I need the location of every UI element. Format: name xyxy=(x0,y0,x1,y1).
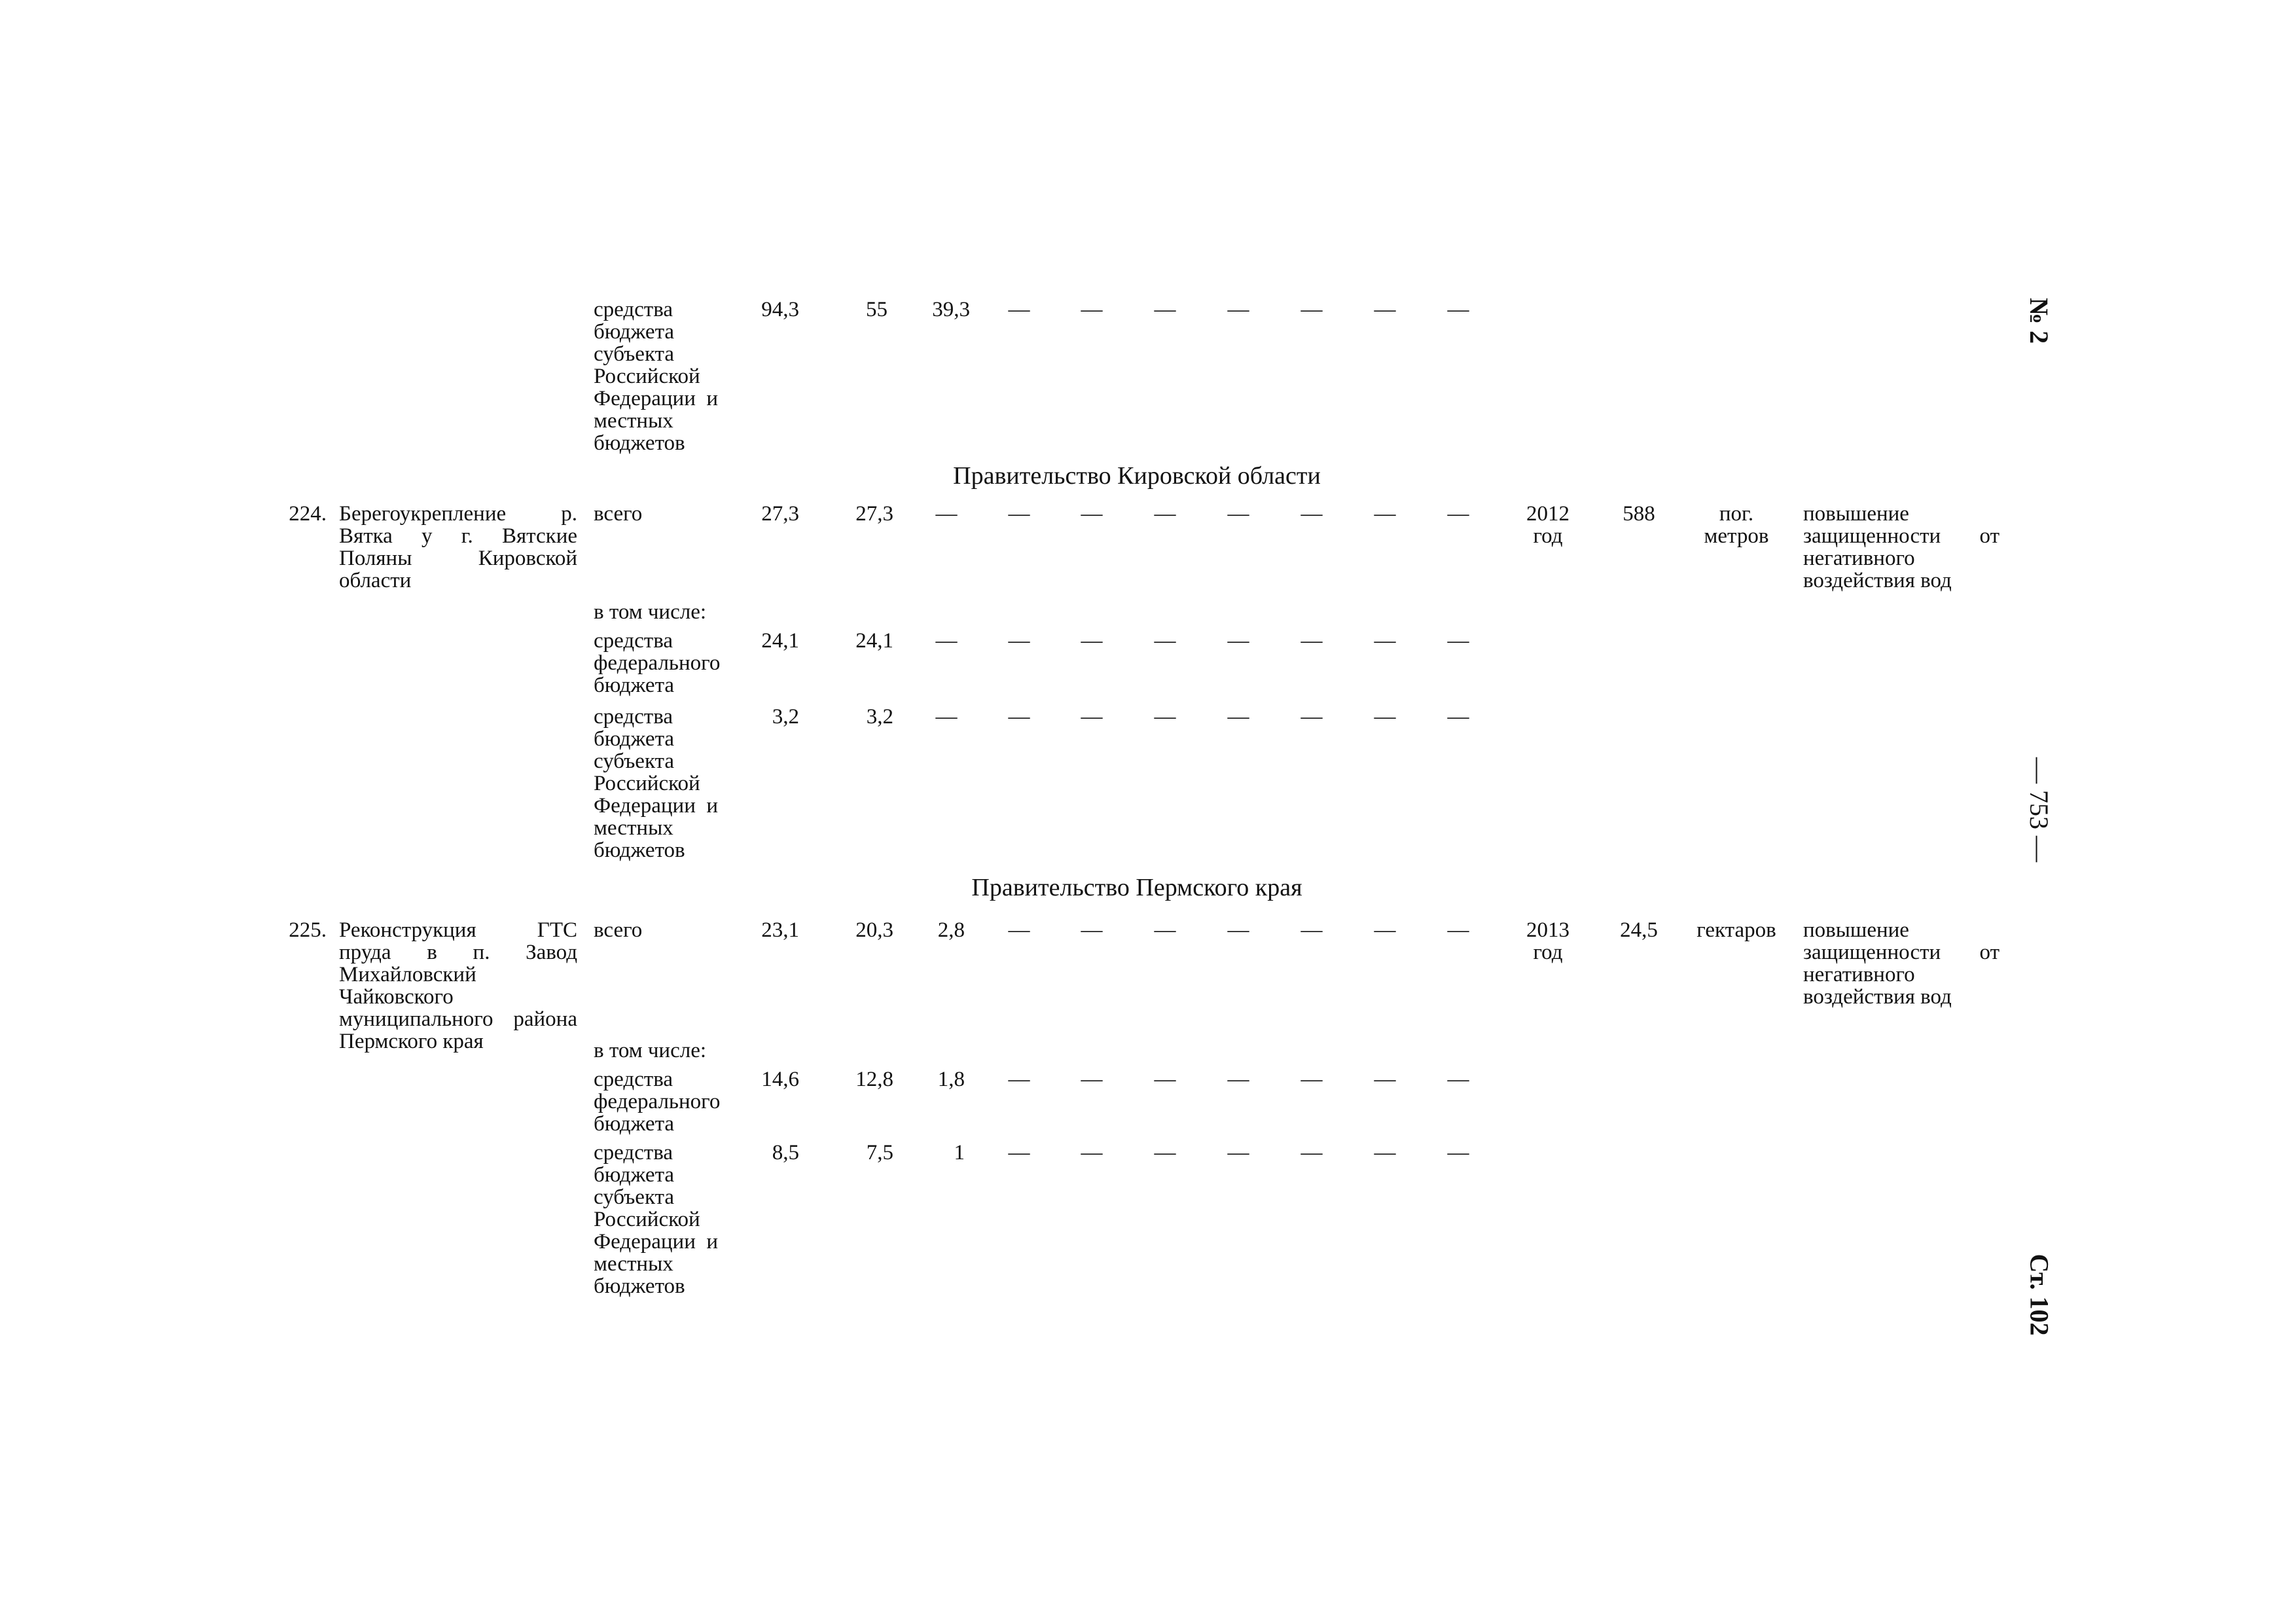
value-year: — xyxy=(1227,1141,1249,1164)
value-year: — xyxy=(935,705,958,729)
expected-result: повышение защищенности от негативного воздействия вод xyxy=(1803,502,2000,592)
value-year: — xyxy=(1374,629,1396,653)
issue-number xyxy=(2019,297,2058,344)
capacity-unit: гектаров xyxy=(1696,918,1776,942)
value-year: — xyxy=(935,629,958,653)
value-year: — xyxy=(1374,298,1396,321)
value-year: — xyxy=(1008,705,1030,729)
value-year: — xyxy=(1081,502,1103,526)
issue-number-text: № 2 xyxy=(2024,297,2054,344)
value-year: 3,2 xyxy=(866,705,893,729)
value-year: — xyxy=(1081,918,1103,942)
value-year: — xyxy=(1300,1141,1323,1164)
value-year: 7,5 xyxy=(866,1141,893,1164)
capacity-value: 588 xyxy=(1623,502,1655,526)
article-number xyxy=(2019,1254,2058,1336)
funding-label: средства федерального бюджета xyxy=(594,629,721,697)
section-heading: Правительство Кировской области xyxy=(953,462,1321,490)
value-year: — xyxy=(1008,502,1030,526)
value-total: 14,6 xyxy=(761,1068,799,1091)
value-year: — xyxy=(1300,629,1323,653)
value-year: — xyxy=(1374,502,1396,526)
value-year: — xyxy=(1154,705,1176,729)
value-year: — xyxy=(1081,629,1103,653)
value-year: 24,1 xyxy=(855,629,893,653)
funding-label: средства федерального бюджета xyxy=(594,1068,721,1136)
page-number-text: — 753 — xyxy=(2024,757,2054,862)
completion-year: 2012 год xyxy=(1526,502,1570,548)
value-year: — xyxy=(1300,705,1323,729)
value-year: 1 xyxy=(954,1141,965,1164)
value-year: — xyxy=(1154,1141,1176,1164)
capacity-unit: пог. метров xyxy=(1704,502,1769,548)
value-year: — xyxy=(1008,1141,1030,1164)
value-year: — xyxy=(1447,298,1469,321)
value-year: — xyxy=(1008,1068,1030,1091)
value-year: — xyxy=(1447,629,1469,653)
value-year: 2,8 xyxy=(937,918,965,942)
object-name: Берегоукрепление р. Вятка у г. Вятские Поляны Кировской области xyxy=(339,502,577,592)
object-name: Реконструкция ГТС пруда в п. Завод Михайловский Чайковского муниципального района Пермского края xyxy=(339,918,577,1053)
value-year: — xyxy=(1227,918,1249,942)
capacity-value: 24,5 xyxy=(1620,918,1658,942)
value-year: — xyxy=(1374,1068,1396,1091)
funding-label: средства бюджета субъекта Российской Федерации и местных бюджетов xyxy=(594,298,718,455)
completion-year: 2013 год xyxy=(1526,918,1570,964)
funding-subheader: в том числе: xyxy=(594,600,707,624)
value-year: — xyxy=(1374,705,1396,729)
value-year: 1,8 xyxy=(937,1068,965,1091)
value-year: — xyxy=(1081,298,1103,321)
article-number-text: Ст. 102 xyxy=(2024,1254,2054,1336)
value-year: — xyxy=(1081,1141,1103,1164)
value-year: — xyxy=(935,502,958,526)
value-year: 39,3 xyxy=(932,298,970,321)
row-number: 225. xyxy=(289,918,327,942)
funding-subheader: в том числе: xyxy=(594,1039,707,1062)
value-year: — xyxy=(1300,298,1323,321)
value-year: — xyxy=(1227,629,1249,653)
value-total: 3,2 xyxy=(772,705,799,729)
value-year: — xyxy=(1227,502,1249,526)
value-year: — xyxy=(1154,502,1176,526)
value-year: — xyxy=(1154,918,1176,942)
row-number: 224. xyxy=(289,502,327,526)
section-heading: Правительство Пермского края xyxy=(971,874,1302,901)
expected-result: повышение защищенности от негативного воздействия вод xyxy=(1803,918,2000,1009)
value-year: — xyxy=(1300,1068,1323,1091)
value-year: — xyxy=(1374,1141,1396,1164)
value-year: 55 xyxy=(866,298,888,321)
funding-label: всего xyxy=(594,502,643,526)
value-year: — xyxy=(1154,629,1176,653)
value-year: — xyxy=(1154,1068,1176,1091)
funding-label: средства бюджета субъекта Российской Федерации и местных бюджетов xyxy=(594,705,718,862)
value-year: — xyxy=(1447,1068,1469,1091)
value-year: — xyxy=(1447,502,1469,526)
value-year: — xyxy=(1008,629,1030,653)
funding-label: всего xyxy=(594,918,643,942)
funding-label: средства бюджета субъекта Российской Федерации и местных бюджетов xyxy=(594,1141,718,1298)
value-year: — xyxy=(1008,918,1030,942)
value-year: 20,3 xyxy=(855,918,893,942)
value-total: 8,5 xyxy=(772,1141,799,1164)
value-total: 23,1 xyxy=(761,918,799,942)
value-year: — xyxy=(1227,1068,1249,1091)
value-year: — xyxy=(1227,705,1249,729)
value-year: — xyxy=(1081,705,1103,729)
value-year: — xyxy=(1447,1141,1469,1164)
value-year: — xyxy=(1154,298,1176,321)
value-total: 27,3 xyxy=(761,502,799,526)
value-year: 27,3 xyxy=(855,502,893,526)
value-year: — xyxy=(1300,918,1323,942)
value-total: 24,1 xyxy=(761,629,799,653)
value-year: — xyxy=(1447,705,1469,729)
value-year: — xyxy=(1374,918,1396,942)
value-year: 12,8 xyxy=(855,1068,893,1091)
value-year: — xyxy=(1300,502,1323,526)
value-year: — xyxy=(1447,918,1469,942)
value-year: — xyxy=(1008,298,1030,321)
page-number xyxy=(2019,757,2058,862)
value-year: — xyxy=(1227,298,1249,321)
value-total: 94,3 xyxy=(761,298,799,321)
value-year: — xyxy=(1081,1068,1103,1091)
